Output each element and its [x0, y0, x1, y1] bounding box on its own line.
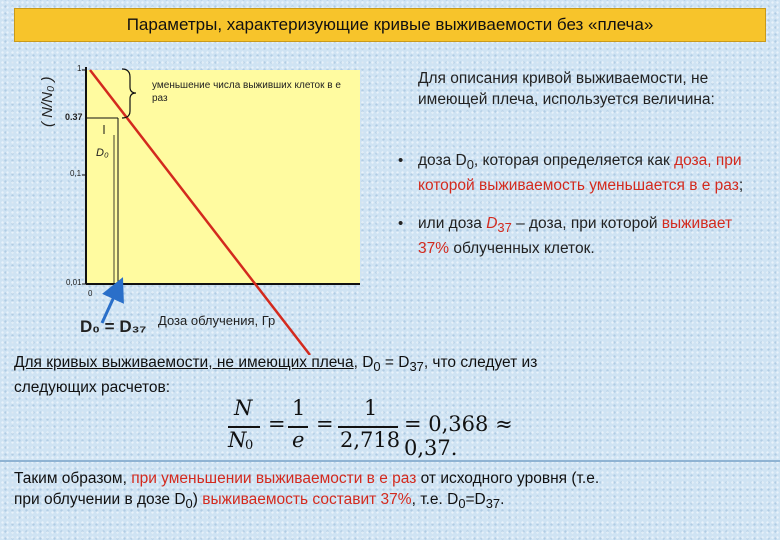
right-intro: Для описания кривой выживаемости, не имеющей плеча, используется величина:	[418, 70, 715, 108]
formula-e: e	[292, 428, 305, 452]
conclusion-g: .	[500, 491, 505, 508]
bullet-2-sub: 37	[497, 220, 512, 236]
d0-equals-d37: D₀ = D₃₇	[80, 317, 147, 336]
bullet-1-sub: 0	[466, 157, 474, 173]
conclusion-f: =D	[465, 491, 486, 508]
conclusion-sub37: 37	[485, 496, 501, 512]
formula-eq2: =	[316, 412, 334, 436]
bullet-2-c: облученных клеток.	[449, 240, 595, 258]
conclusion-e: , т.е. D	[411, 491, 459, 508]
middle-sub37: 37	[409, 359, 424, 375]
bullet-2-b: – доза, при которой	[511, 215, 662, 232]
middle-part1: Для кривых выживаемости, не имеющих плеча	[14, 354, 354, 371]
bullet-2-red: выживает 37%	[418, 215, 733, 258]
bullet-2-d: D	[486, 215, 498, 232]
formula-N0-sub: 0	[245, 438, 254, 453]
title-bar	[14, 8, 766, 42]
conclusion	[14, 468, 774, 514]
conclusion-sub0b: 0	[458, 496, 466, 512]
middle-part3: = D	[380, 354, 410, 371]
conclusion-red2: выживаемость составит 37%	[202, 491, 412, 508]
divider	[0, 460, 780, 462]
y-tick-1: 1	[77, 64, 82, 73]
y-axis-label: ( N/N₀ )	[39, 76, 56, 127]
brace-annotation: уменьшение числа выживших клеток в e раз	[152, 80, 341, 104]
formula-eq1: =	[268, 412, 286, 436]
bullet-2-marker: •	[398, 215, 404, 232]
survival-curve-graph	[30, 55, 375, 355]
conclusion-a: Таким образом,	[14, 470, 132, 487]
y-tick-01: 0,1	[70, 169, 82, 178]
x-axis-label: Доза облучения, Гр	[158, 313, 276, 328]
formula-rest: = 0,368 ≈ 0,37.	[404, 412, 513, 460]
bullet-1	[418, 150, 758, 196]
conclusion-c: при облучении в дозе D	[14, 491, 186, 508]
middle-part4: , что следует из	[423, 354, 538, 371]
y-tick-001: 0,01	[66, 278, 82, 287]
bullet-1-end: ;	[738, 177, 744, 195]
middle-line2: следующих расчетов:	[14, 379, 171, 397]
middle-part2: , D	[353, 354, 374, 371]
formula-one2: 1	[364, 396, 378, 420]
x-tick-0: 0	[88, 289, 93, 298]
conclusion-red1: при уменьшении выживаемости в е раз	[131, 470, 417, 487]
d0-label: D₀	[96, 147, 109, 159]
formula-N: N	[234, 396, 253, 420]
formula-one1: 1	[292, 396, 306, 420]
page-title: Параметры, характеризующие кривые выживаемости без «плеча»	[126, 15, 654, 34]
bullet-1-a: доза D	[418, 152, 467, 169]
formula-den: 2,718	[340, 428, 401, 452]
y-tick-037: 0.37	[65, 112, 83, 122]
formula	[226, 396, 546, 458]
conclusion-b: от исходного уровня (т.е.	[416, 470, 600, 487]
bullet-1-b: , которая определяется как	[473, 152, 675, 169]
conclusion-d: )	[192, 491, 203, 508]
bullet-2	[418, 213, 758, 259]
bullet-2-a: или доза	[418, 215, 487, 232]
bullet-1-red: доза, при которой выживаемость уменьшается в e раз	[418, 152, 742, 195]
middle-statement	[14, 352, 734, 398]
formula-N0: N	[228, 428, 247, 452]
bullet-1-marker: •	[398, 152, 404, 169]
middle-sub0: 0	[373, 359, 381, 375]
conclusion-sub0: 0	[185, 496, 193, 512]
